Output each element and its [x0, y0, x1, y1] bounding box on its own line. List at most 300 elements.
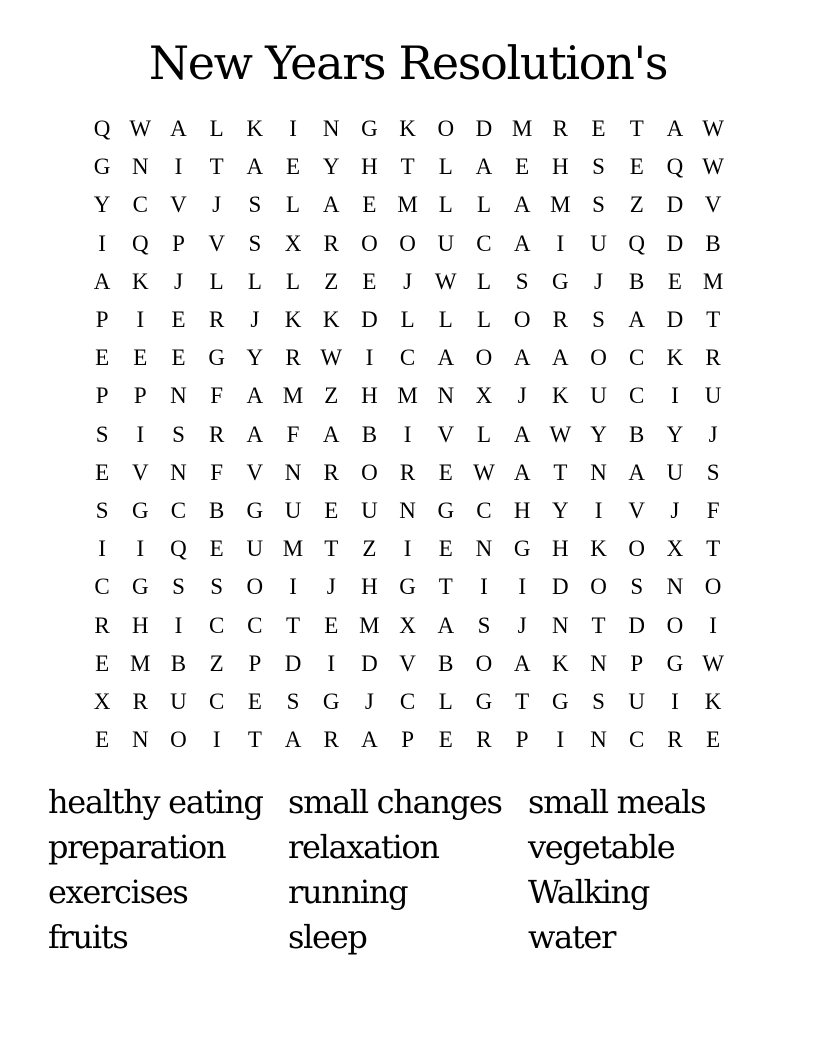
grid-letter: E	[438, 459, 453, 485]
grid-letter: G	[552, 688, 569, 714]
grid-letter: Q	[93, 116, 111, 142]
grid-letter: L	[247, 268, 262, 294]
grid-letter: V	[170, 192, 187, 218]
letter-grid	[83, 110, 733, 759]
grid-letter: T	[438, 574, 453, 600]
grid-letter: A	[666, 116, 684, 142]
grid-letter: B	[705, 230, 721, 256]
grid-letter: S	[592, 307, 605, 333]
grid-letter: K	[131, 268, 149, 294]
grid-letter: R	[552, 307, 569, 333]
grid-letter: W	[434, 268, 457, 294]
grid-letter: D	[552, 574, 569, 600]
word-list-item: exercises	[48, 873, 188, 911]
grid-letter: G	[322, 688, 340, 714]
grid-letter: S	[210, 574, 224, 600]
grid-letter: N	[170, 383, 187, 409]
grid-letter: A	[513, 192, 531, 218]
grid-letter: Y	[666, 421, 684, 447]
grid-letter: J	[212, 192, 222, 218]
grid-letter: K	[552, 650, 569, 676]
grid-letter: I	[327, 650, 336, 676]
grid-letter: H	[361, 574, 378, 600]
grid-letter: L	[476, 192, 491, 218]
grid-letter: L	[209, 268, 224, 294]
grid-letter: V	[437, 421, 455, 447]
grid-letter: G	[93, 154, 111, 180]
grid-letter: I	[289, 116, 297, 142]
grid-letter: C	[94, 574, 110, 600]
grid-letter: P	[95, 307, 109, 333]
grid-letter: Z	[324, 383, 339, 409]
grid-letter: A	[437, 612, 455, 638]
grid-letter: D	[628, 612, 646, 638]
word-list-item: sleep	[288, 918, 367, 956]
grid-letter: N	[475, 536, 493, 562]
grid-letter: C	[399, 688, 416, 714]
grid-letter: R	[208, 421, 225, 447]
grid-letter: Z	[324, 268, 339, 294]
grid-letter: R	[705, 345, 721, 371]
grid-letter: U	[704, 383, 722, 409]
grid-letter: F	[210, 459, 224, 485]
grid-letter: U	[437, 230, 455, 256]
grid-letter: J	[173, 268, 183, 294]
grid-letter: K	[666, 345, 684, 371]
grid-letter: B	[629, 421, 645, 447]
grid-letter: E	[171, 307, 186, 333]
grid-letter: E	[438, 536, 453, 562]
grid-letter: N	[170, 459, 187, 485]
grid-letter: T	[324, 536, 339, 562]
grid-letter: M	[550, 192, 571, 218]
grid-letter: H	[552, 154, 569, 180]
grid-letter: E	[95, 345, 110, 371]
grid-letter: N	[131, 154, 149, 180]
grid-letter: U	[590, 383, 607, 409]
grid-letter: N	[284, 459, 302, 485]
grid-letter: W	[129, 116, 152, 142]
grid-letter: S	[592, 192, 605, 218]
grid-letter: K	[284, 307, 302, 333]
grid-letter: C	[476, 497, 492, 523]
grid-letter: O	[437, 116, 455, 142]
grid-letter: M	[397, 192, 418, 218]
grid-letter: I	[556, 727, 565, 753]
grid-letter: H	[131, 612, 149, 638]
grid-letter: X	[666, 536, 684, 562]
grid-letter: W	[320, 345, 343, 371]
grid-letter: J	[250, 307, 260, 333]
grid-letter: M	[702, 268, 724, 294]
grid-letter: A	[513, 650, 531, 676]
grid-letter: A	[437, 345, 455, 371]
grid-letter: D	[475, 116, 493, 142]
grid-letter: L	[438, 154, 453, 180]
grid-letter: P	[515, 727, 529, 753]
grid-letter: A	[552, 345, 569, 371]
grid-letter: A	[628, 307, 646, 333]
grid-letter: T	[400, 154, 415, 180]
grid-letter: I	[289, 574, 297, 600]
grid-letter: E	[438, 727, 453, 753]
grid-letter: O	[246, 574, 264, 600]
grid-letter: I	[556, 230, 565, 256]
grid-letter: H	[513, 497, 531, 523]
grid-letter: C	[208, 612, 225, 638]
grid-letter: A	[322, 192, 340, 218]
grid-letter: C	[170, 497, 187, 523]
grid-letter: O	[399, 230, 416, 256]
grid-letter: R	[552, 116, 569, 142]
word-list-item: healthy eating	[48, 783, 263, 821]
grid-letter: T	[706, 307, 721, 333]
grid-letter: O	[170, 727, 187, 753]
grid-letter: H	[552, 536, 569, 562]
grid-letter: J	[364, 688, 374, 714]
grid-letter: I	[98, 230, 106, 256]
grid-letter: J	[517, 383, 527, 409]
grid-letter: V	[246, 459, 264, 485]
grid-letter: T	[706, 536, 721, 562]
grid-letter: T	[247, 727, 262, 753]
grid-letter: V	[704, 192, 722, 218]
grid-letter: J	[326, 574, 336, 600]
grid-letter: I	[671, 383, 679, 409]
grid-letter: A	[284, 727, 302, 753]
grid-letter: B	[208, 497, 225, 523]
grid-letter: W	[702, 154, 724, 180]
grid-letter: B	[170, 650, 187, 676]
grid-letter: F	[210, 383, 224, 409]
grid-letter: I	[403, 421, 412, 447]
grid-letter: P	[248, 650, 262, 676]
grid-letter: J	[708, 421, 718, 447]
grid-letter: L	[438, 192, 453, 218]
grid-letter: Q	[666, 154, 684, 180]
grid-letter: O	[361, 230, 378, 256]
word-list-item: small meals	[528, 783, 706, 821]
grid-letter: U	[361, 497, 378, 523]
grid-letter: C	[629, 383, 645, 409]
grid-letter: H	[361, 383, 378, 409]
grid-letter: B	[438, 650, 454, 676]
grid-letter: C	[476, 230, 492, 256]
grid-letter: O	[628, 536, 646, 562]
grid-letter: A	[513, 421, 531, 447]
grid-letter: J	[403, 268, 413, 294]
grid-letter: E	[629, 154, 644, 180]
word-list-item: preparation	[48, 828, 226, 866]
grid-letter: I	[212, 727, 221, 753]
grid-letter: V	[208, 230, 225, 256]
grid-letter: E	[171, 345, 186, 371]
grid-letter: H	[361, 154, 378, 180]
grid-letter: R	[323, 459, 339, 485]
grid-letter: R	[285, 345, 301, 371]
word-list-item: vegetable	[528, 828, 675, 866]
grid-letter: L	[209, 116, 224, 142]
grid-letter: I	[174, 154, 183, 180]
grid-letter: Z	[362, 536, 377, 562]
grid-letter: K	[322, 307, 340, 333]
grid-letter: S	[172, 574, 185, 600]
grid-letter: D	[666, 192, 684, 218]
grid-letter: D	[666, 307, 684, 333]
grid-letter: W	[702, 116, 724, 142]
grid-letter: J	[670, 497, 680, 523]
word-list-item: small changes	[288, 783, 502, 821]
grid-letter: I	[365, 345, 374, 371]
word-list-item: relaxation	[288, 828, 439, 866]
grid-letter: A	[246, 421, 264, 447]
grid-letter: D	[361, 650, 378, 676]
grid-letter: M	[130, 650, 151, 676]
grid-letter: D	[361, 307, 378, 333]
grid-letter: O	[361, 459, 378, 485]
grid-letter: G	[552, 268, 569, 294]
word-list-item: Walking	[528, 873, 650, 911]
grid-letter: L	[476, 421, 491, 447]
grid-letter: C	[399, 345, 416, 371]
grid-letter: G	[399, 574, 416, 600]
grid-letter: M	[511, 116, 533, 142]
grid-letter: L	[476, 268, 491, 294]
grid-letter: R	[399, 459, 416, 485]
grid-letter: A	[246, 154, 264, 180]
grid-letter: J	[517, 612, 527, 638]
grid-letter: E	[95, 650, 110, 676]
grid-letter: O	[704, 574, 722, 600]
grid-letter: E	[706, 727, 721, 753]
grid-letter: N	[437, 383, 455, 409]
grid-letter: A	[246, 383, 264, 409]
grid-letter: C	[208, 688, 225, 714]
grid-letter: O	[666, 612, 684, 638]
grid-letter: L	[400, 307, 415, 333]
grid-letter: S	[515, 268, 529, 294]
grid-letter: A	[513, 230, 531, 256]
grid-letter: O	[590, 574, 607, 600]
grid-letter: Q	[628, 230, 646, 256]
grid-letter: G	[131, 574, 149, 600]
grid-letter: S	[172, 421, 185, 447]
grid-letter: V	[131, 459, 149, 485]
grid-letter: V	[399, 650, 416, 676]
grid-letter: M	[282, 383, 304, 409]
grid-letter: O	[513, 307, 531, 333]
grid-letter: G	[513, 536, 531, 562]
grid-letter: T	[553, 459, 568, 485]
grid-letter: U	[170, 688, 187, 714]
grid-letter: Y	[590, 421, 607, 447]
grid-letter: X	[475, 383, 493, 409]
grid-letter: S	[286, 688, 300, 714]
grid-letter: G	[437, 497, 455, 523]
grid-letter: F	[286, 421, 300, 447]
grid-letter: Y	[322, 154, 340, 180]
grid-letter: U	[590, 230, 607, 256]
grid-letter: S	[248, 230, 262, 256]
grid-letter: G	[361, 116, 378, 142]
grid-letter: L	[286, 268, 301, 294]
grid-letter: K	[590, 536, 607, 562]
grid-letter: R	[323, 727, 339, 753]
grid-letter: L	[286, 192, 301, 218]
grid-letter: E	[95, 459, 110, 485]
grid-letter: I	[480, 574, 488, 600]
grid-letter: K	[704, 688, 722, 714]
grid-letter: Y	[552, 497, 569, 523]
grid-letter: E	[95, 727, 110, 753]
grid-letter: P	[401, 727, 414, 753]
grid-letter: G	[246, 497, 264, 523]
grid-letter: E	[667, 268, 682, 294]
grid-letter: B	[361, 421, 378, 447]
grid-letter: A	[361, 727, 378, 753]
grid-letter: C	[629, 727, 645, 753]
grid-letter: I	[518, 574, 526, 600]
grid-letter: S	[248, 192, 262, 218]
grid-letter: E	[591, 116, 606, 142]
grid-letter: A	[170, 116, 187, 142]
grid-letter: N	[590, 650, 607, 676]
grid-letter: R	[667, 727, 683, 753]
grid-letter: I	[671, 688, 679, 714]
word-list-item: running	[288, 873, 408, 911]
grid-letter: R	[132, 688, 148, 714]
grid-letter: N	[399, 497, 416, 523]
grid-letter: X	[399, 612, 416, 638]
grid-letter: W	[549, 421, 572, 447]
page-title: New Years Resolution's	[148, 36, 668, 90]
grid-letter: Q	[131, 230, 149, 256]
grid-letter: I	[136, 536, 145, 562]
grid-letter: W	[473, 459, 495, 485]
grid-letter: E	[515, 154, 530, 180]
grid-letter: Z	[209, 650, 224, 676]
grid-letter: A	[93, 268, 111, 294]
grid-letter: P	[95, 383, 109, 409]
grid-letter: K	[399, 116, 416, 142]
grid-letter: I	[136, 421, 145, 447]
grid-letter: M	[359, 612, 380, 638]
grid-letter: S	[592, 154, 605, 180]
grid-letter: I	[709, 612, 717, 638]
grid-letter: L	[438, 688, 453, 714]
grid-letter: V	[628, 497, 646, 523]
grid-letter: A	[628, 459, 646, 485]
grid-letter: A	[513, 345, 531, 371]
grid-letter: F	[706, 497, 720, 523]
grid-letter: X	[93, 688, 111, 714]
word-list-item: fruits	[48, 918, 128, 956]
grid-letter: R	[323, 230, 339, 256]
grid-letter: E	[324, 612, 339, 638]
grid-letter: U	[284, 497, 302, 523]
grid-letter: O	[475, 650, 493, 676]
grid-letter: G	[131, 497, 149, 523]
grid-letter: I	[594, 497, 603, 523]
grid-letter: E	[362, 192, 377, 218]
grid-letter: E	[286, 154, 301, 180]
grid-letter: T	[286, 612, 301, 638]
grid-letter: K	[552, 383, 569, 409]
grid-letter: S	[630, 574, 644, 600]
grid-letter: Q	[170, 536, 187, 562]
grid-letter: K	[246, 116, 264, 142]
grid-letter: S	[477, 612, 491, 638]
grid-letter: P	[133, 383, 147, 409]
word-list	[48, 780, 768, 960]
grid-letter: E	[247, 688, 262, 714]
grid-letter: C	[132, 192, 148, 218]
grid-letter: C	[629, 345, 645, 371]
grid-letter: N	[666, 574, 684, 600]
grid-letter: N	[590, 459, 607, 485]
grid-letter: S	[706, 459, 720, 485]
grid-letter: S	[592, 688, 605, 714]
grid-letter: E	[133, 345, 148, 371]
grid-letter: I	[98, 536, 106, 562]
grid-letter: P	[630, 650, 644, 676]
grid-letter: E	[209, 536, 224, 562]
grid-letter: T	[629, 116, 644, 142]
grid-letter: U	[246, 536, 264, 562]
grid-letter: O	[590, 345, 607, 371]
grid-letter: D	[284, 650, 302, 676]
grid-letter: U	[628, 688, 646, 714]
grid-letter: J	[594, 268, 603, 294]
grid-letter: W	[702, 650, 724, 676]
grid-letter: A	[322, 421, 340, 447]
grid-letter: L	[438, 307, 453, 333]
grid-letter: X	[284, 230, 302, 256]
grid-letter: N	[552, 612, 569, 638]
grid-letter: Z	[629, 192, 644, 218]
grid-letter: I	[174, 612, 183, 638]
grid-letter: R	[208, 307, 225, 333]
grid-letter: A	[513, 459, 531, 485]
grid-letter: U	[666, 459, 684, 485]
grid-letter: N	[131, 727, 149, 753]
grid-letter: I	[136, 307, 145, 333]
grid-letter: S	[95, 497, 109, 523]
grid-letter: B	[629, 268, 645, 294]
grid-letter: T	[591, 612, 606, 638]
grid-letter: G	[666, 650, 684, 676]
grid-letter: Y	[246, 345, 264, 371]
grid-letter: C	[247, 612, 263, 638]
grid-letter: I	[403, 536, 412, 562]
grid-letter: M	[282, 536, 304, 562]
grid-letter: N	[322, 116, 340, 142]
grid-letter: E	[324, 497, 339, 523]
word-list-item: water	[528, 918, 616, 956]
grid-letter: R	[476, 727, 492, 753]
grid-letter: G	[208, 345, 225, 371]
grid-letter: P	[172, 230, 185, 256]
grid-letter: G	[475, 688, 493, 714]
grid-letter: T	[209, 154, 224, 180]
grid-letter: T	[515, 688, 530, 714]
grid-letter: D	[666, 230, 684, 256]
grid-letter: E	[362, 268, 377, 294]
grid-letter: N	[590, 727, 607, 753]
grid-letter: S	[95, 421, 109, 447]
grid-letter: R	[94, 612, 110, 638]
grid-letter: O	[475, 345, 493, 371]
